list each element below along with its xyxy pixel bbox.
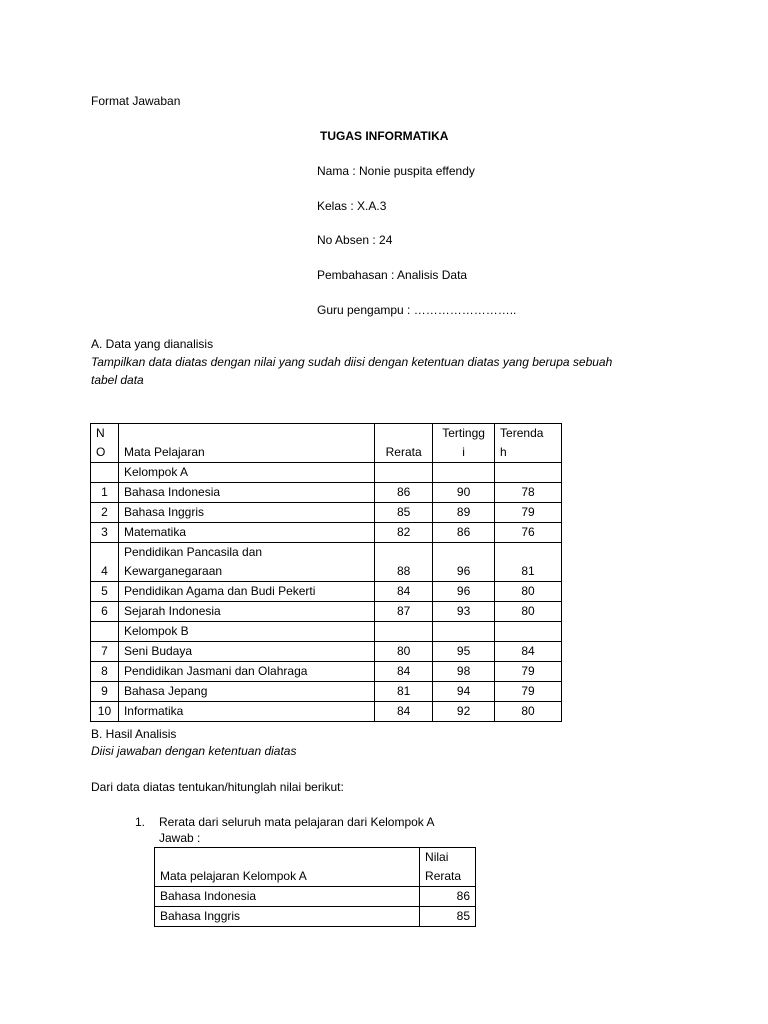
group-row [91, 463, 562, 483]
table-header-row [91, 424, 562, 463]
table-cell: 98 [433, 662, 495, 682]
header-terendah [495, 424, 562, 463]
answer-header-row [155, 848, 476, 887]
table-cell: Sejarah Indonesia [118, 602, 374, 622]
cell-text: Tertingg [442, 426, 485, 440]
table-cell: 80 [375, 642, 433, 662]
header-rerata: Rerata [375, 424, 433, 463]
answer-header-mapel: Mata pelajaran Kelompok A [155, 848, 420, 887]
section-b-prompt: Dari data diatas tentukan/hitunglah nilai berikut: [91, 780, 344, 794]
table-cell [433, 622, 495, 642]
table-row [91, 662, 562, 682]
table-row [91, 582, 562, 602]
subject-topic: Pembahasan : Analisis Data [317, 268, 468, 282]
table-cell: 95 [433, 642, 495, 662]
section-a-instruction-1: Tampilkan data diatas dengan nilai yang sudah diisi dengan ketentuan diatas yang berupa sebuah [91, 355, 613, 369]
question-1-text: Rerata dari seluruh mata pelajaran dari Kelompok A [159, 815, 435, 829]
group-a-label: Kelompok A [118, 463, 374, 483]
table-cell: Bahasa Inggris [155, 907, 420, 927]
cell-text: Rerata [425, 869, 462, 883]
table-cell: 85 [420, 907, 476, 927]
table-cell: 2 [91, 503, 119, 523]
cell-text: O [96, 445, 106, 459]
table-cell: 4 [91, 543, 119, 582]
table-cell: Informatika [118, 702, 374, 722]
section-b-instruction: Diisi jawaban dengan ketentuan diatas [91, 744, 297, 758]
table-row [91, 602, 562, 622]
section-b-heading: B. Hasil Analisis [91, 727, 177, 741]
question-1-number: 1. [135, 815, 146, 829]
table-row [91, 682, 562, 702]
table-cell: 85 [375, 503, 433, 523]
table-cell: 94 [433, 682, 495, 702]
section-a-instruction-2: tabel data [91, 373, 144, 387]
table-row [91, 543, 562, 582]
document-title: TUGAS INFORMATIKA [320, 129, 449, 143]
section-a-heading: A. Data yang dianalisis [91, 337, 214, 351]
table-cell [375, 463, 433, 483]
table-cell: 87 [375, 602, 433, 622]
answer-header-nilai [420, 848, 476, 887]
table-cell: Seni Budaya [118, 642, 374, 662]
table-cell: 90 [433, 483, 495, 503]
table-cell: 6 [91, 602, 119, 622]
group-row [91, 622, 562, 642]
format-label: Format Jawaban [91, 94, 181, 108]
table-row [155, 907, 476, 927]
table-cell: 80 [495, 602, 562, 622]
group-b-label: Kelompok B [118, 622, 374, 642]
table-cell: 78 [495, 483, 562, 503]
table-cell: 79 [495, 662, 562, 682]
table-cell: 93 [433, 602, 495, 622]
teacher-name: Guru pengampu : …………………….. [317, 303, 517, 317]
table-cell: 80 [495, 582, 562, 602]
table-cell: 3 [91, 523, 119, 543]
table-row [91, 523, 562, 543]
cell-text: Pendidikan Pancasila dan [123, 545, 263, 559]
table-row [91, 483, 562, 503]
table-cell: Bahasa Indonesia [118, 483, 374, 503]
header-tertinggi [433, 424, 495, 463]
student-class: Kelas : X.A.3 [317, 199, 387, 213]
table-cell: 8 [91, 662, 119, 682]
table-cell: Bahasa Inggris [118, 503, 374, 523]
table-row [91, 642, 562, 662]
table-cell [495, 463, 562, 483]
table-cell: 88 [375, 543, 433, 582]
table-row [91, 503, 562, 523]
table-cell: 89 [433, 503, 495, 523]
table-cell: 1 [91, 483, 119, 503]
cell-text: Nilai [425, 850, 449, 864]
table-cell: 76 [495, 523, 562, 543]
table-cell: 7 [91, 642, 119, 662]
table-cell: 96 [433, 543, 495, 582]
table-row [155, 887, 476, 907]
table-row [91, 702, 562, 722]
cell-text: Kewarganegaraan [123, 564, 223, 578]
table-cell: Bahasa Jepang [118, 682, 374, 702]
question-1-jawab: Jawab : [159, 831, 201, 845]
table-cell: 81 [375, 682, 433, 702]
table-cell: Pendidikan Agama dan Budi Pekerti [118, 582, 374, 602]
cell-text: N [96, 426, 105, 440]
table-cell: Bahasa Indonesia [155, 887, 420, 907]
table-cell [91, 622, 119, 642]
table-cell: 79 [495, 503, 562, 523]
table-cell: 84 [495, 642, 562, 662]
table-cell: Pendidikan Jasmani dan Olahraga [118, 662, 374, 682]
table-cell: 86 [433, 523, 495, 543]
table-cell: 92 [433, 702, 495, 722]
grades-table [90, 423, 562, 722]
table-cell: 96 [433, 582, 495, 602]
student-name: Nama : Nonie puspita effendy [317, 164, 475, 178]
table-cell [433, 463, 495, 483]
table-cell: Matematika [118, 523, 374, 543]
table-cell: 10 [91, 702, 119, 722]
header-no [91, 424, 119, 463]
cell-text: h [500, 445, 507, 459]
table-cell: 84 [375, 582, 433, 602]
table-cell: 82 [375, 523, 433, 543]
table-cell [91, 463, 119, 483]
table-cell: 84 [375, 702, 433, 722]
cell-text: Terenda [500, 426, 544, 440]
table-cell: 84 [375, 662, 433, 682]
student-absen: No Absen : 24 [317, 233, 393, 247]
table-cell [495, 622, 562, 642]
table-cell [118, 543, 374, 582]
table-cell: 79 [495, 682, 562, 702]
answer-table [154, 847, 476, 927]
table-cell: 80 [495, 702, 562, 722]
table-cell: 86 [420, 887, 476, 907]
table-cell: 9 [91, 682, 119, 702]
cell-text: i [462, 445, 465, 459]
table-cell: 5 [91, 582, 119, 602]
table-cell: 81 [495, 543, 562, 582]
table-cell: 86 [375, 483, 433, 503]
header-mapel: Mata Pelajaran [118, 424, 374, 463]
table-cell [375, 622, 433, 642]
